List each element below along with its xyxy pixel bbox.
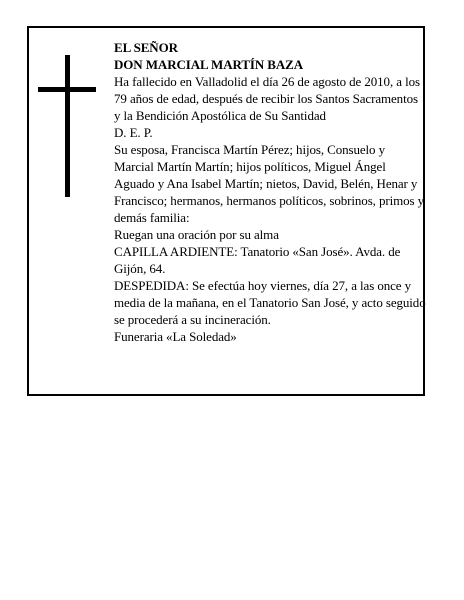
latin-cross-icon — [38, 55, 96, 197]
rest-in-peace: D. E. P. — [114, 125, 153, 140]
chapel-info: CAPILLA ARDIENTE: Tanatorio «San José». Avda. de Gijón, 64. — [114, 244, 401, 276]
farewell-info: DESPEDIDA: Se efectúa hoy viernes, día 27, a las once y media de la mañana, en el Tanatorio San José, y acto seguido se procederá a su incineración. — [114, 278, 426, 327]
cross-vertical-bar — [65, 55, 70, 197]
funeral-home: Funeraria «La Soledad» — [114, 329, 237, 344]
deceased-name: DON MARCIAL MARTÍN BAZA — [114, 57, 303, 72]
prayer-request: Ruegan una oración por su alma — [114, 227, 279, 242]
family-list: Su esposa, Francisca Martín Pérez; hijos, Consuelo y Marcial Martín Martín; hijos políticos, Miguel Ángel Aguado y Ana Isabel Martín; nietos, David, Belén, Henar y Francisco; hermanos, hermanos políticos, sobrinos, primos y demás familia: — [114, 142, 425, 225]
obituary-text — [114, 39, 426, 345]
death-announcement: Ha fallecido en Valladolid el día 26 de agosto de 2010, a los 79 años de edad, después de recibir los Santos Sacramentos y la Bendición Apostólica de Su Santidad — [114, 74, 420, 123]
heading-title: EL SEÑOR — [114, 40, 178, 55]
cross-horizontal-bar — [38, 87, 96, 92]
